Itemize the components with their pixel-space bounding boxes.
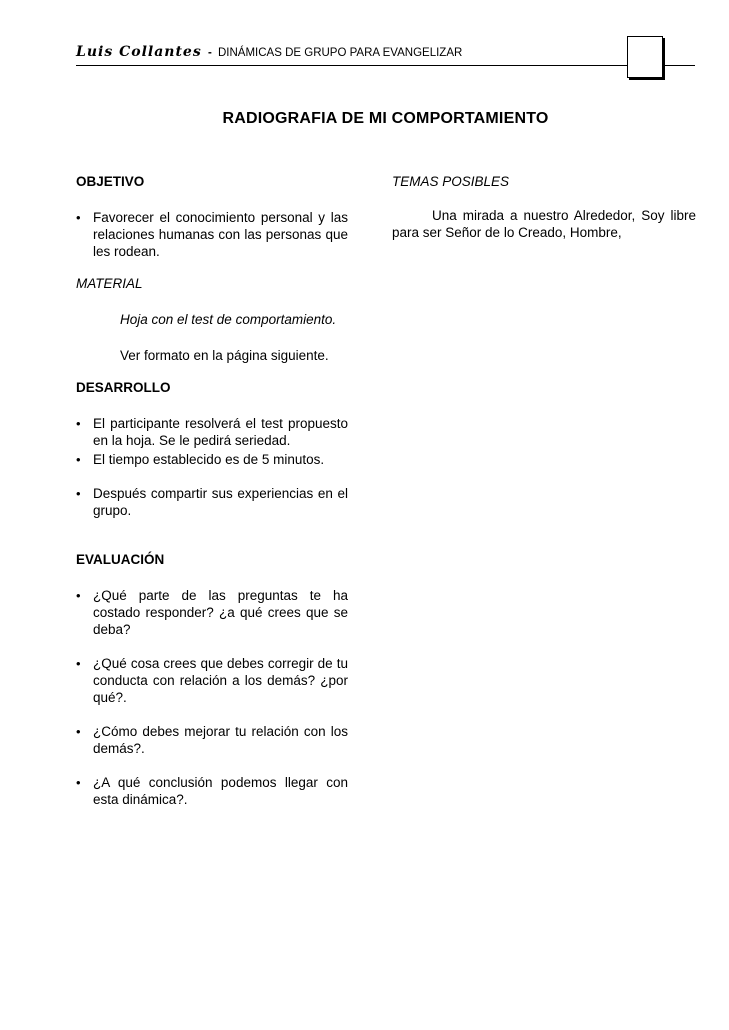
objetivo-list [76,209,348,260]
list-item: • ¿Cómo debes mejorar tu relación con los demás?. [76,723,348,757]
section-heading-temas: TEMAS POSIBLES [392,174,510,189]
section-heading-objetivo: OBJETIVO [76,174,145,189]
list-item: • Después compartir sus experiencias en el grupo. [76,485,348,519]
section-heading-material: MATERIAL [76,276,143,291]
evaluacion-list [76,587,348,808]
header-author: Luis Collantes [76,44,202,60]
list-item: • El participante resolverá el test propuesto en la hoja. Se le pedirá seriedad. [76,415,348,449]
material-paragraph: Ver formato en la página siguiente. [120,348,329,363]
right-column [392,173,696,241]
material-paragraph: Hoja con el test de comportamiento. [120,312,337,327]
page-header [76,44,626,64]
temas-paragraph: Una mirada a nuestro Alrededor, Soy libre para ser Señor de lo Creado, Hombre, [392,208,696,240]
page-title: RADIOGRAFIA DE MI COMPORTAMIENTO [222,110,549,127]
header-subtitle: DINÁMICAS DE GRUPO PARA EVANGELIZAR [217,47,463,59]
list-item: • ¿Qué cosa crees que debes corregir de tu conducta con relación a los demás? ¿por qué?. [76,655,348,706]
list-item: • Favorecer el conocimiento personal y las relaciones humanas con las personas que les rodean. [76,209,348,260]
left-column [76,173,348,808]
desarrollo-list [76,415,348,519]
list-item: • El tiempo establecido es de 5 minutos. [76,451,348,468]
section-heading-desarrollo: DESARROLLO [76,380,171,395]
section-heading-evaluacion: EVALUACIÓN [76,552,165,567]
header-separator: - [207,47,212,59]
list-item: • ¿Qué parte de las preguntas te ha costado responder? ¿a qué crees que se deba? [76,587,348,638]
page-number-box [627,36,663,78]
list-item: • ¿A qué conclusión podemos llegar con esta dinámica?. [76,774,348,808]
header-rule [76,65,695,66]
